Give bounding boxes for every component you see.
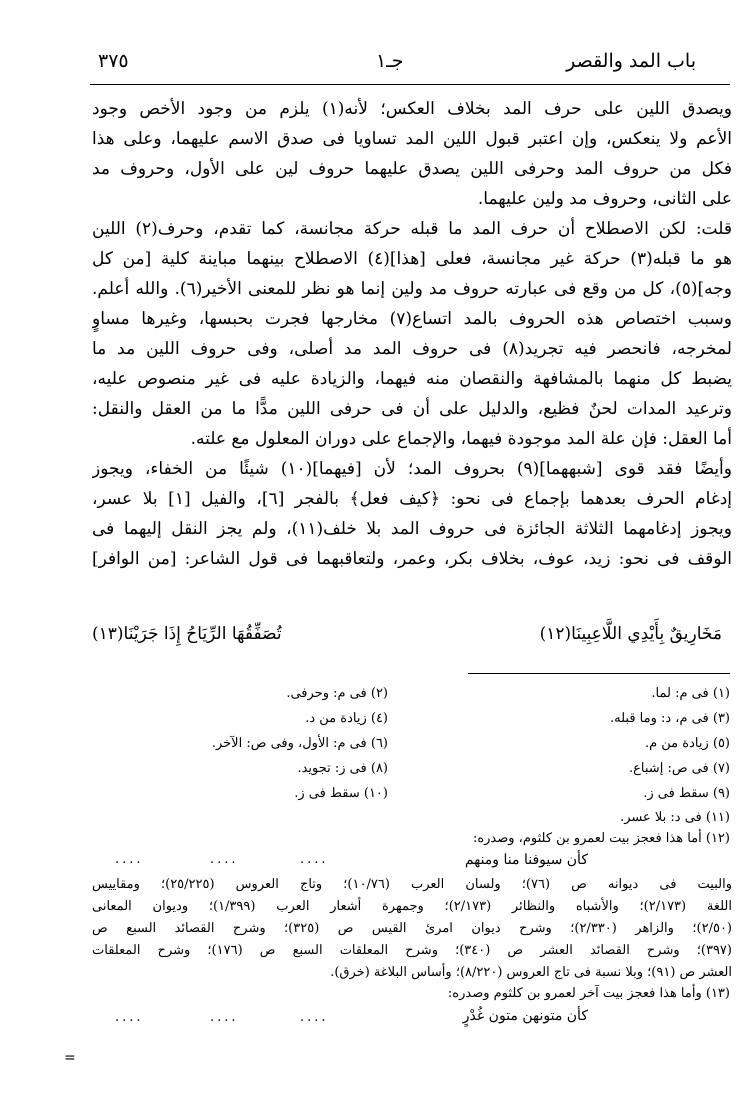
verse-second-hemistich: تُصَفِّقُهَا الرِّيَاحُ إِذَا جَرَيْنَا(١٣) <box>92 624 282 644</box>
footnote: (١١) فى د: بلا عسر. <box>620 810 730 825</box>
page-number: ٣٧٥ <box>98 50 129 72</box>
ellipsis: .... <box>300 852 329 867</box>
footnote-rule <box>468 673 730 674</box>
ellipsis: .... <box>210 1010 239 1025</box>
footnote: (١) فى م: لما. <box>651 686 730 701</box>
text-line: الأعم ولا ينعكس، وإن اعتبر قبول اللين المد تساويا فى صدق الاسم عليهما، وعلى هذا <box>92 129 732 149</box>
text-line: وأيضًا فقد قوى [شبههما](٩) بحروف المد؛ لأن [فيهما](١٠) شيئًا من الخفاء، ويجوز <box>92 459 732 479</box>
text-line: ويصدق اللين على حرف المد بخلاف العكس؛ لأنه(١) يلزم من وجود الأخص وجود <box>92 99 732 119</box>
text-line: الوقف فى نحو: زيد، عوف، بخلاف بكر، وعمر، ولتعاقبهما فى قول الشاعر: [من الوافر] <box>92 549 732 569</box>
text-line: على الثانى، وحروف مد ولين عليهما. <box>477 189 732 209</box>
footnote: (٩) سقط فى ز. <box>643 786 730 801</box>
text-line: يضبط كل منهما بالمشافهة والنقصان منه فيهما، والزيادة عليه فى غير منصوص عليه، <box>92 369 732 389</box>
text-line: أما العقل: فإن علة المد موجودة فيهما، والإجماع على دوران المعلول مع علته. <box>190 429 732 449</box>
running-title: باب المد والقصر <box>566 50 696 72</box>
footnote: (٨) فى ز: تجويد. <box>297 761 388 776</box>
text-line: وسبب اختصاص هذه الحروف بالمد اتساع(٧) مخارجها فجرت بحبسها، وغيرها مساوٍ <box>92 309 732 329</box>
volume-label: جـ١ <box>376 50 404 72</box>
footnote-line: والبيت فى ديوانه ص (٧٦)؛ ولسان العرب (١٠/٧٦)؛ وتاج العروس (٢٥/٢٢٥)؛ ومقاييس <box>92 877 732 892</box>
footnote-verse: كأن متونهن متون غُدْرٍ <box>462 1008 588 1024</box>
footnote: (٤) زيادة من د. <box>305 711 388 726</box>
footnote: (١٠) سقط فى ز. <box>294 786 388 801</box>
text-line: وترعيد المدات لحنٌ فظيع، والدليل على أن فى حرفى اللين مدًّا ما من العقل والنقل: <box>92 399 732 419</box>
ellipsis: .... <box>115 1010 144 1025</box>
ellipsis: .... <box>210 852 239 867</box>
footnote: (٥) زيادة من م. <box>644 736 730 751</box>
verse-first-hemistich: مَخَارِيقٌ بِأَيْدِي اللَّاعِبِينَا(١٢) <box>539 624 722 644</box>
footnote-line: (٢/٥٠)؛ والزاهر (٢/٣٣٠)؛ وشرح ديوان امرئ القيس ص (٣٢٥)؛ وشرح القصائد السبع ص <box>92 921 732 936</box>
footnote: (٢) فى م: وحرفى. <box>286 686 388 701</box>
footnote-line: اللغة (٢/١٧٣)؛ والأشباه والنظائر (٢/١٧٣)؛ وجمهرة أشعار العرب (١/٣٩٩)؛ وديوان المعانى <box>92 899 732 914</box>
footnote: (٦) فى م: الأول، وفى ص: الآخر. <box>211 736 388 751</box>
ellipsis: .... <box>300 1010 329 1025</box>
footnote: (١٣) وأما هذا فعجز بيت آخر لعمرو بن كلثوم وصدره: <box>447 986 730 1001</box>
footnote-verse: كأن سيوفنا منا ومنهم <box>464 852 588 868</box>
text-line: فكل من حروف المد وحرفى اللين يصدق عليهما حروف لين على الأول، وحروف مد <box>92 159 732 179</box>
footnote: (١٢) أما هذا فعجز بيت لعمرو بن كلثوم، وصدره: <box>472 831 730 846</box>
continuation-mark: = <box>64 1050 76 1066</box>
header-rule <box>90 84 730 85</box>
text-line: قلت: لكن الاصطلاح أن حرف المد ما قبله حركة مجانسة، كما تقدم، وحرف(٢) اللين <box>92 219 732 239</box>
text-line: ويجوز إدغامهما الثلاثة الجائزة فى حروف المد بلا خلف(١١)، ولم يجز النقل إليهما فى <box>92 519 732 539</box>
ellipsis: .... <box>115 852 144 867</box>
text-line: وجه](٥)، كل من وقع فى عبارته حروف مد ولين إنما هو نظر للمعنى الأخير(٦). والله أعلم. <box>92 279 732 299</box>
text-line: إدغام الحرف بعدهما بإجماع فى نحو: ﴿كيف فعل﴾ بالفجر [٦]، والفيل [١] بلا عسر، <box>92 489 732 509</box>
text-line: هو ما قبله(٣) حركة غير مجانسة، فعلى [هذا](٤) الاصطلاح بينهما مباينة كلية [من كل <box>92 249 732 269</box>
footnote-line: العشر ص (٩١)؛ وبلا نسبة فى تاج العروس (٨/٢٢٠)؛ وأساس البلاغة (خرق). <box>330 965 732 980</box>
footnote-line: (٣٩٧)؛ وشرح القصائد العشر ص (٣٤٠)؛ وشرح المعلقات السبع ص (١٧٦)؛ وشرح المعلقات <box>92 943 732 958</box>
main-text <box>92 94 732 574</box>
footnote: (٧) فى ص: إشباع. <box>629 761 730 776</box>
footnote: (٣) فى م، د: وما قبله. <box>609 711 730 726</box>
text-line: لمخرجه، فانحصر فيه تجريد(٨) فى حروف المد مد أصلى، وفى حروف اللين مد ما <box>92 339 732 359</box>
